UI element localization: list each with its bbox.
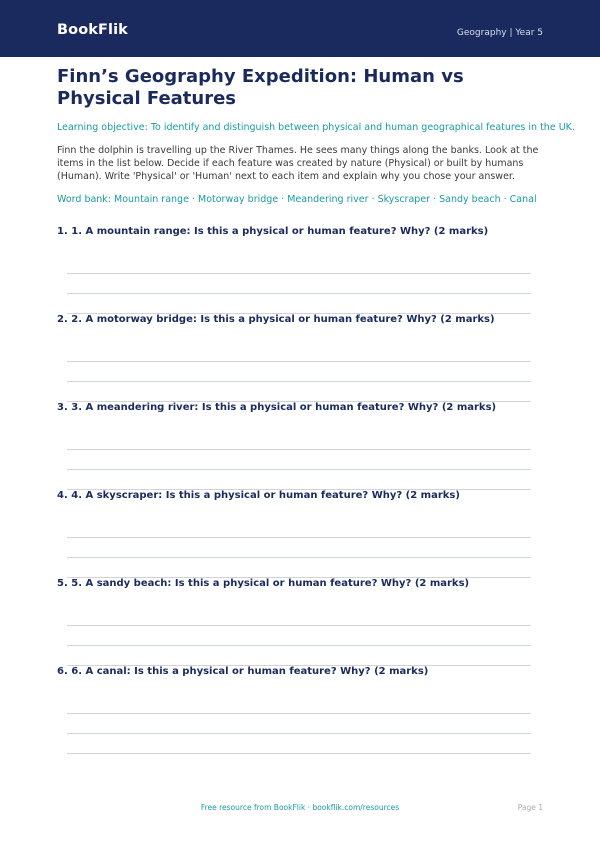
answer-line[interactable] xyxy=(67,713,531,714)
answer-line[interactable] xyxy=(67,361,531,362)
question-text: 1. 1. A mountain range: Is this a physical or human feature? Why? (2 marks) xyxy=(57,226,489,237)
page-header xyxy=(0,0,600,57)
learning-objective: Learning objective: To identify and distinguish between physical and human geographical features in the UK. xyxy=(57,122,575,133)
question-text: 5. 5. A sandy beach: Is this a physical or human feature? Why? (2 marks) xyxy=(57,578,470,589)
question-text: 3. 3. A meandering river: Is this a physical or human feature? Why? (2 marks) xyxy=(57,402,497,413)
question-4 xyxy=(57,489,543,569)
answer-line[interactable] xyxy=(67,449,531,450)
question-5 xyxy=(57,577,543,657)
worksheet-title: Finn’s Geography Expedition: Human vs Physical Features xyxy=(57,66,464,109)
answer-line[interactable] xyxy=(67,753,531,754)
question-1 xyxy=(57,225,543,305)
subject-year-label: Geography | Year 5 xyxy=(456,28,543,38)
answer-line[interactable] xyxy=(67,733,531,734)
question-text: 6. 6. A canal: Is this a physical or human feature? Why? (2 marks) xyxy=(57,666,429,677)
answer-line[interactable] xyxy=(67,557,531,558)
footer-resource-link[interactable]: Free resource from BookFlik · bookflik.com/resources xyxy=(200,803,400,812)
intro-paragraph: Finn the dolphin is travelling up the River Thames. He sees many things along the banks. Look at the items in the list below. Decide if each feature was created by nature (Physical) or built by humans (Human). Write 'Physical' or 'Human' next to each item and explain why you chose your answer. xyxy=(57,145,539,182)
question-3 xyxy=(57,401,543,481)
answer-line[interactable] xyxy=(67,469,531,470)
answer-line[interactable] xyxy=(67,625,531,626)
brand-logo-text: BookFlik xyxy=(57,22,128,38)
question-text: 4. 4. A skyscraper: Is this a physical or human feature? Why? (2 marks) xyxy=(57,490,460,501)
answer-line[interactable] xyxy=(67,537,531,538)
question-text: 2. 2. A motorway bridge: Is this a physical or human feature? Why? (2 marks) xyxy=(57,314,495,325)
answer-line[interactable] xyxy=(67,273,531,274)
question-2 xyxy=(57,313,543,393)
page-number: Page 1 xyxy=(517,803,543,812)
question-6 xyxy=(57,665,543,745)
answer-line[interactable] xyxy=(67,293,531,294)
answer-line[interactable] xyxy=(67,645,531,646)
word-bank: Word bank: Mountain range · Motorway bridge · Meandering river · Skyscraper · Sandy beach · Canal xyxy=(57,194,537,205)
answer-line[interactable] xyxy=(67,381,531,382)
